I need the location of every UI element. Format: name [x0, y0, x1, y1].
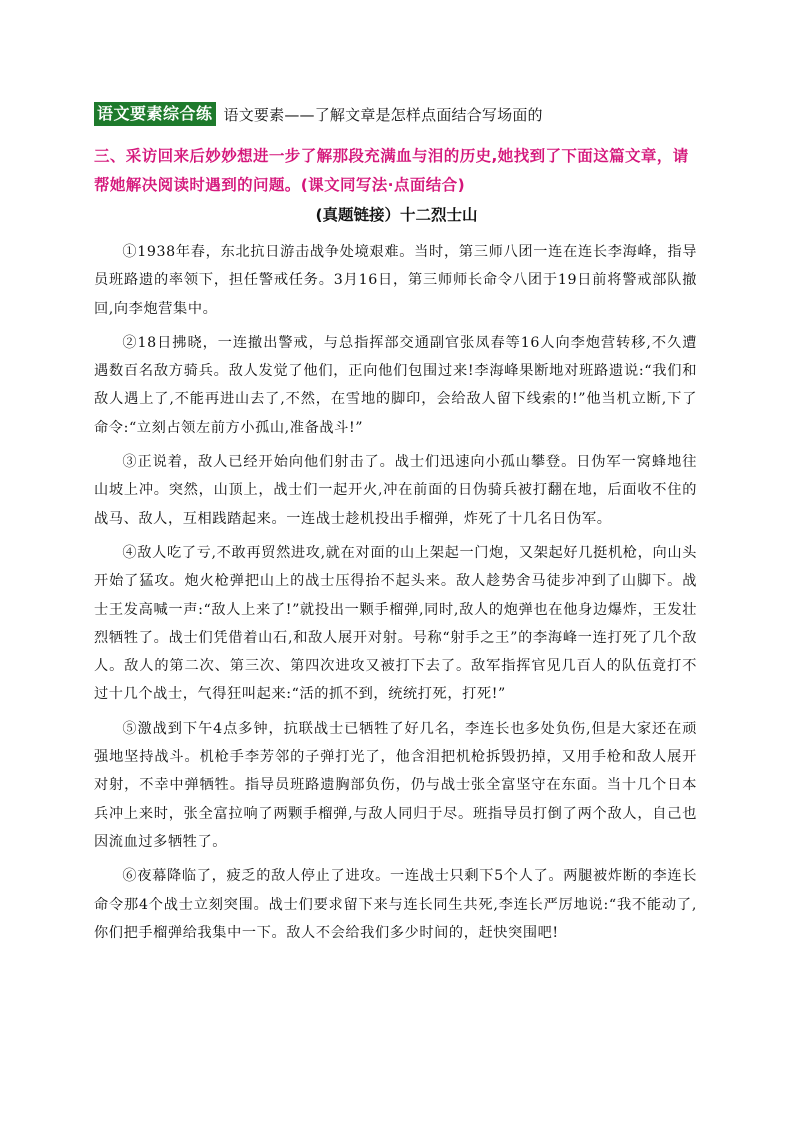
article-body: [94, 238, 697, 953]
section-badge: 语文要素综合练: [94, 102, 216, 126]
article-paragraph-1: ①1938年春，东北抗日游击战争处境艰难。当时，第三师八团一连在连长李海峰，指导员班路遗的率领下，担任警戒任务。3月16日，第三师师长命令八团于19日前将警戒部队撤回,向李炮营集中。: [94, 244, 697, 317]
article-paragraph-5: ⑤激战到下午4点多钟，抗联战士已牺牲了好几名，李连长也多处负伤,但是大家还在顽强地坚持战斗。机枪手李芳邻的子弹打光了，他含泪把机枪拆毁扔掉，又用手枪和敌人展开对射，不幸中弹牺牲。指导员班路遗胸部负伤，仍与战士张全富坚守在东面。当十几个日本兵冲上来时，张全富拉响了两颗手榴弹,与敌人同归于尽。班指导员打倒了两个敌人，自己也因流血过多牺牲了。: [94, 720, 697, 850]
article-paragraph-6: ⑥夜幕降临了，疲乏的敌人停止了进攻。一连战士只剩下5个人了。两腿被炸断的李连长命令那4个战士立刻突围。战士们要求留下来与连长同生共死,李连长严厉地说:“我不能动了,你们把手榴弹给我集中一下。敌人不会给我们多少时间的，赶快突围吧!: [94, 868, 697, 941]
question-prompt: 三、采访回来后妙妙想进一步了解那段充满血与泪的历史,她找到了下面这篇文章，请帮她解决阅读时遇到的问题。(课文同写法·点面结合): [94, 147, 689, 194]
article-paragraph-2: ②18日拂晓，一连撤出警戒，与总指挥部交通副官张凤春等16人向李炮营转移,不久遭遇数百名敌方骑兵。敌人发觉了他们，正向他们包围过来!李海峰果断地对班路遗说:“我们和敌人遇上了,不能再进山去了,不然，在雪地的脚印，会给敌人留下线索的!”他当机立断,下了命令:“立刻占领左前方小孤山,准备战斗!”: [94, 334, 697, 436]
section-header: [94, 102, 543, 126]
section-header-text: 语文要素——了解文章是怎样点面结合写场面的: [223, 105, 543, 124]
article-paragraph-4: ④敌人吃了亏,不敢再贸然进攻,就在对面的山上架起一门炮，又架起好几挺机枪，向山头开始了猛攻。炮火枪弹把山上的战士压得抬不起头来。敌人趁势舍马徒步冲到了山脚下。战士王发高喊一声:“敌人上来了!”就投出一颗手榴弹,同时,敌人的炮弹也在他身边爆炸，王发壮烈牺牲了。战士们凭借着山石,和敌人展开对射。号称“射手之王”的李海峰一连打死了几个敌人。敌人的第二次、第三次、第四次进攻又被打下去了。敌军指挥官见几百人的队伍竟打不过十几个战士，气得狂叫起来:“活的抓不到，统统打死，打死!”: [94, 544, 697, 703]
article-paragraph-3: ③正说着，敌人已经开始向他们射击了。战士们迅速向小孤山攀登。日伪军一窝蜂地往山坡上冲。突然，山顶上，战士们一起开火,冲在前面的日伪骑兵被打翻在地，后面收不住的战马、敌人，互相践踏起来。一连战士趁机投出手榴弹，炸死了十几名日伪军。: [94, 454, 697, 527]
article-title: (真题链接）十二烈士山: [315, 206, 478, 224]
